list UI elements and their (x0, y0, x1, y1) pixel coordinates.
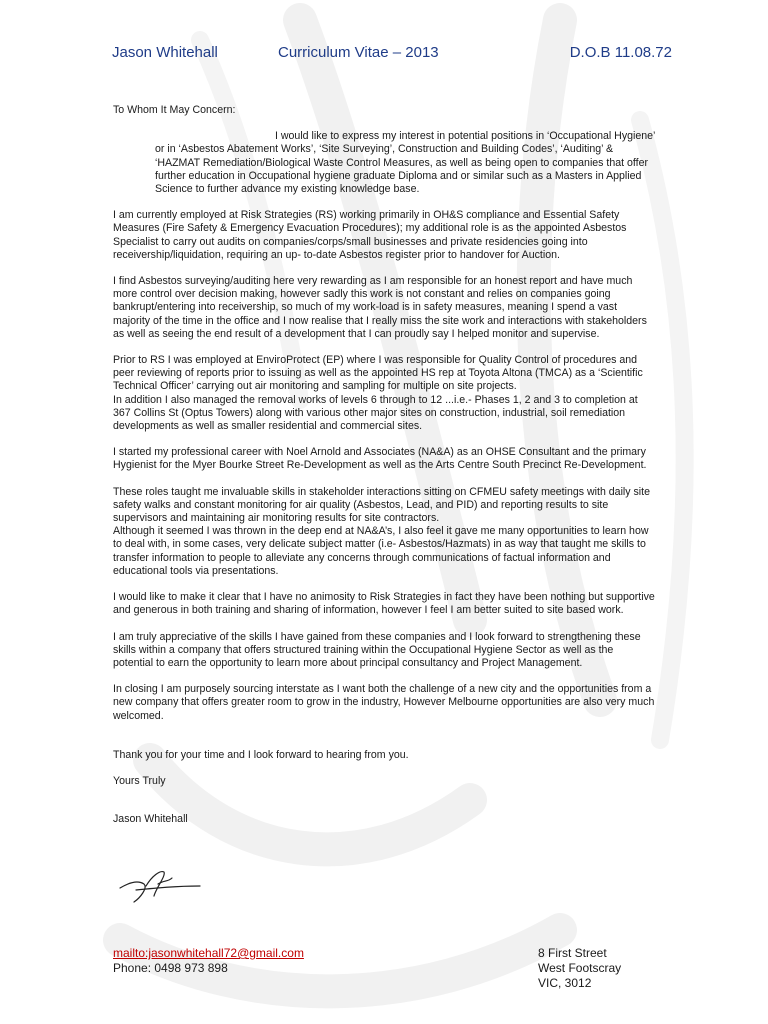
header-name: Jason Whitehall (112, 44, 218, 61)
header-title: Curriculum Vitae – 2013 (278, 44, 439, 61)
letter-paragraph: Prior to RS I was employed at EnviroProtect (EP) where I was responsible for Quality Control of procedures and peer reviewing of reports prior to issuing as well as the appointed HS rep at Toyota Altona (TMCA) as a ‘Scientific Technical Officer’ carrying out air monitoring and sampling for multiple on site projects. (113, 354, 643, 393)
address-line: 8 First Street (538, 946, 607, 960)
letter-paragraph: I would like to make it clear that I have no animosity to Risk Strategies in fact they have been nothing but supportive and generous in both training and sharing of information, however I feel I am better suited to site based work. (113, 591, 655, 617)
letter-paragraph: I started my professional career with Noel Arnold and Associates (NA&A) as an OHSE Consultant and the primary Hygienist for the Myer Bourke Street Re-Development as well as the Arts Centre South Precinct Re-Development. (113, 446, 647, 472)
header-dob: D.O.B 11.08.72 (569, 44, 672, 61)
letter-paragraph: Although it seemed I was thrown in the deep end at NA&A’s, I also feel it gave me many opportunities to learn how to deal with, in some cases, very delicate subject matter (i.e- Asbestos/Hazmats) in as way that taught me skills to transfer information to people to alleviate any concerns through communications of factual information and educational tools via presentations. (113, 525, 649, 577)
address-line: West Footscray (538, 961, 622, 975)
address-line: VIC, 3012 (538, 976, 592, 990)
letter-paragraph: I find Asbestos surveying/auditing here very rewarding as I am responsible for an honest report and have much more control over decision making, however sadly this work is not constant and relies on companies going bankrupt/entering into receivership, so much of my work-load is in safety measures, meaning I spend a vast majority of the time in the office and I now realise that I really miss the site work and interactions with stakeholders as well as seeing the end result of a development that I can proudly say I helped monitor and supervise. (113, 275, 647, 340)
letter-paragraph: In closing I am purposely sourcing interstate as I want both the challenge of a new city and the opportunities from a new company that offers greater room to grow in the industry, However Melbourne opportunities are also very much welcomed. (113, 683, 655, 722)
signoff-name: Jason Whitehall (113, 813, 188, 826)
phone-number: Phone: 0498 973 898 (113, 960, 228, 975)
handwritten-signature (116, 864, 206, 906)
letter-paragraph: I am currently employed at Risk Strategies (RS) working primarily in OH&S compliance and Essential Safety Measures (Fire Safety & Emergency Evacuation Procedures); my additional role is as the appointed Asbestos Specialist to carry out audits on companies/corps/small businesses and private residencies going into receivership/liquidation, requiring an up- to-date Asbestos register prior to handover for Auction. (113, 209, 627, 261)
letter-greeting: To Whom It May Concern: (113, 104, 236, 116)
letter-paragraph: I am truly appreciative of the skills I have gained from these companies and I look forward to strengthening these skills within a company that offers structured training within the Occupational Hygiene Sector as well as the potential to earn the opportunity to learn more about principal consultancy and Project Management. (113, 630, 641, 669)
email-link[interactable]: mailto:jasonwhitehall72@gmail.com (113, 946, 304, 960)
letter-thanks: Thank you for your time and I look forward to hearing from you. (113, 748, 409, 761)
footer-address (538, 946, 621, 991)
letter-closing: Yours Truly (113, 774, 166, 787)
document-header (112, 44, 672, 66)
letter-paragraph: In addition I also managed the removal works of levels 6 through to 12 ...i.e.- Phases 1, 2 and 3 to completion at 367 Collins St (Optus Towers) along with various other major sites on construction, industrial, soil remediation developments as well as smaller residential and commercial sites. (113, 393, 638, 433)
letter-paragraph: I would like to express my interest in potential positions in ‘Occupational Hygiene’ or in ‘Asbestos Abatement Works’, ‘Site Surveying’, Construction and Building Codes’, ‘Auditing’ & ‘HAZMAT Remediation/Biological Waste Control Measures, as well as being open to companies that offer further education in Occupational hygiene graduate Diploma and or similar such as a Masters in Applied Science to further advance my existing knowledge base. (155, 130, 655, 196)
letter-body (113, 104, 655, 839)
letter-paragraph: These roles taught me invaluable skills in stakeholder interactions sitting on CFMEU safety meetings with daily site safety walks and constant monitoring for air quality (Asbestos, Lead, and PID) and reporting results to site supervisors and maintaining air monitoring results for site contractors. (113, 485, 650, 525)
footer-contact (113, 946, 304, 975)
